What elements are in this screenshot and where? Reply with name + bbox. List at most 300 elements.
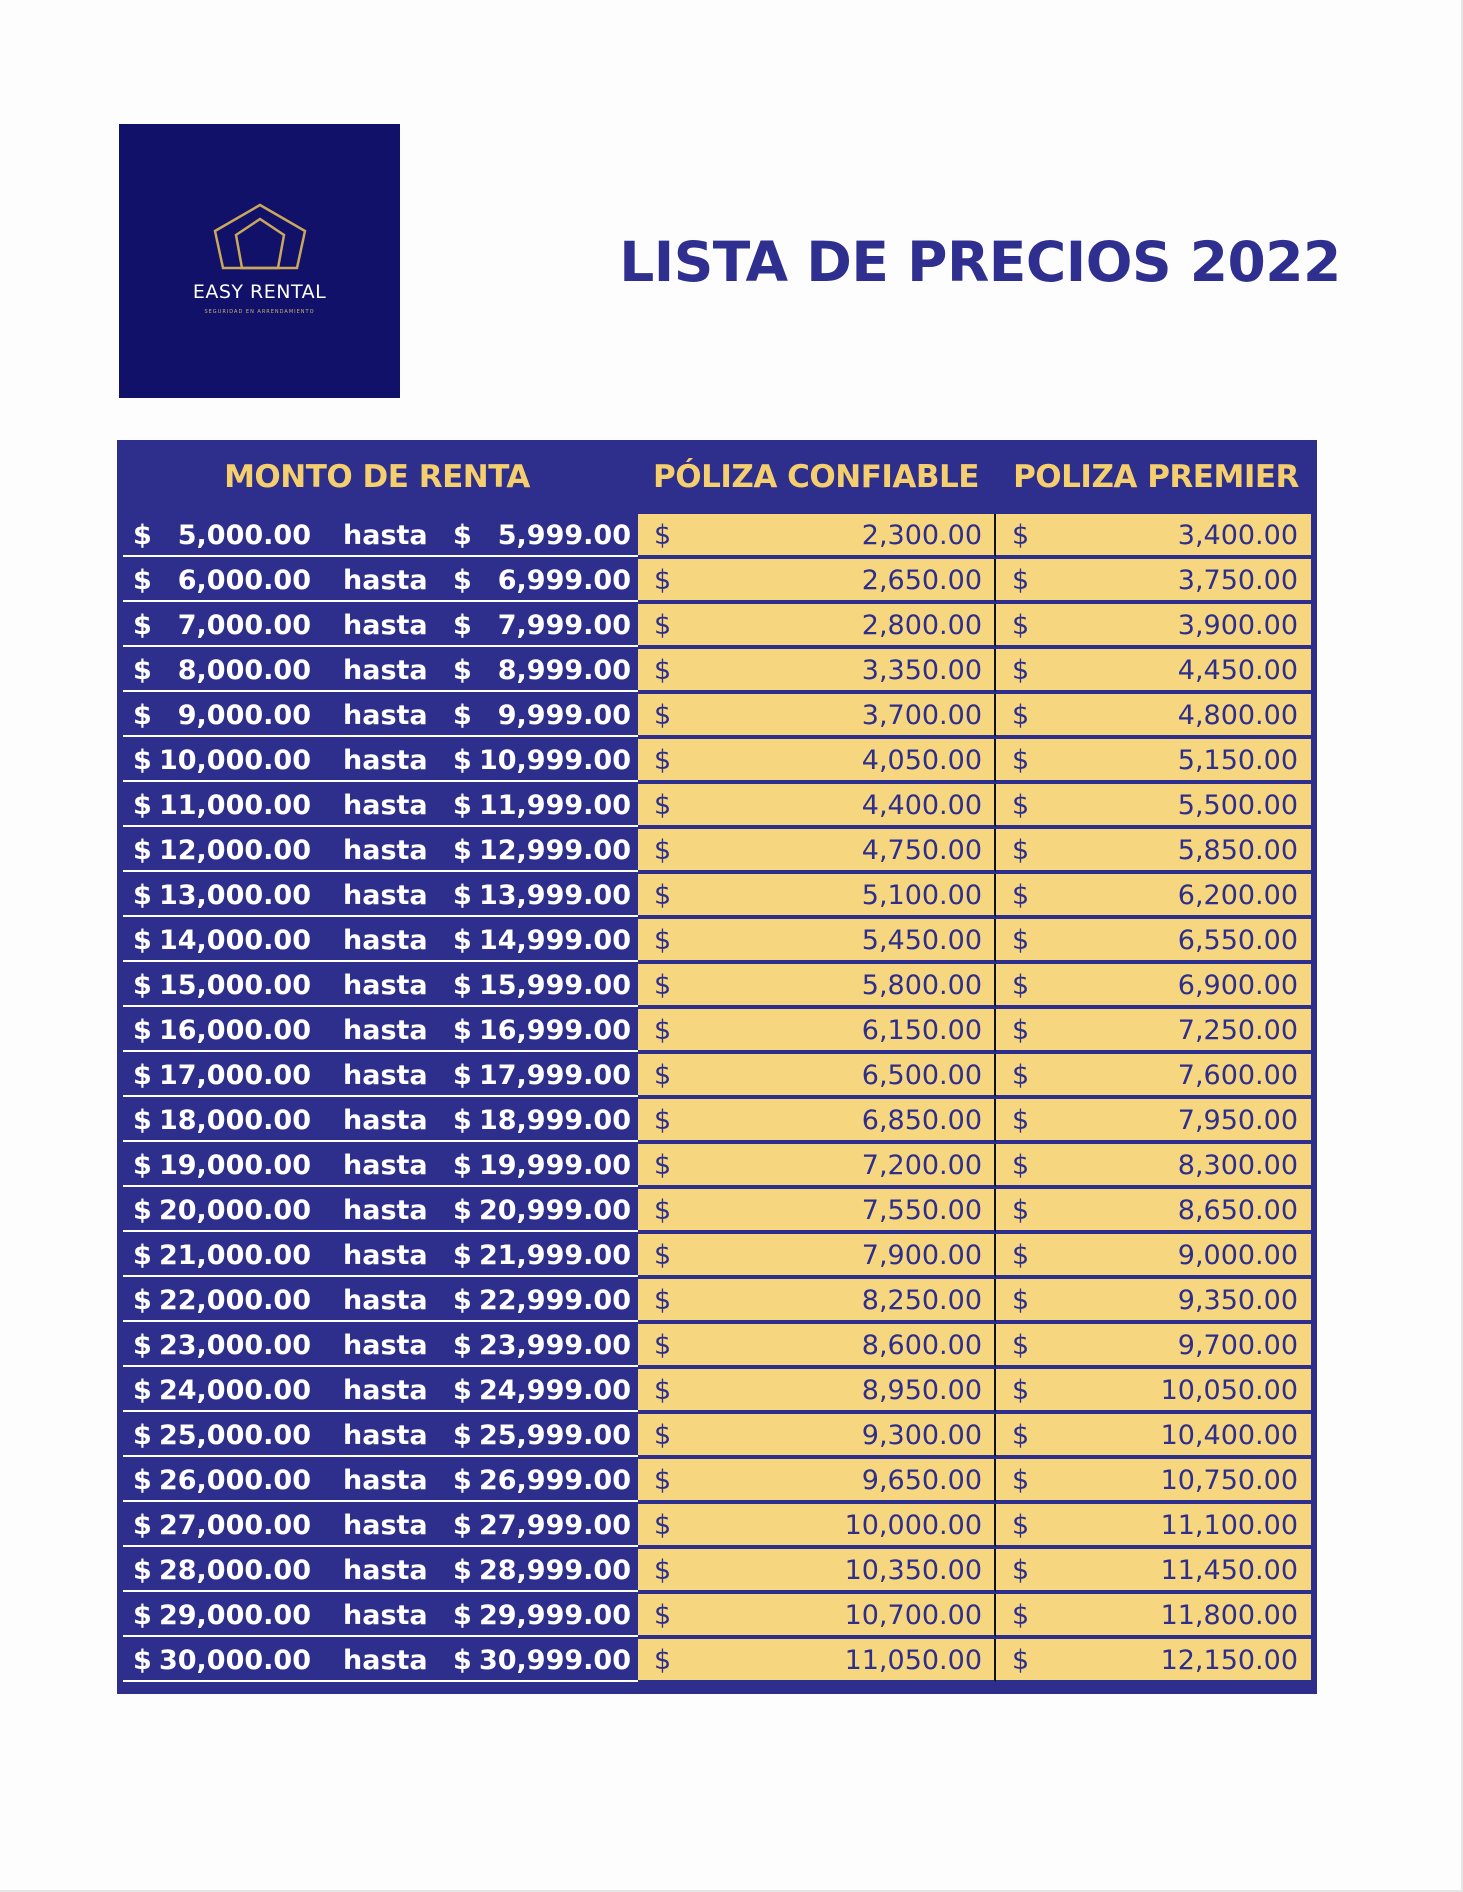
rent-to: 9,999.00 xyxy=(497,700,631,731)
currency-symbol: $ xyxy=(1012,970,1030,1001)
table-row xyxy=(117,1054,1317,1099)
table-row xyxy=(117,1459,1317,1504)
currency-symbol: $ xyxy=(133,1240,152,1271)
poliza-confiable-price: 8,950.00 xyxy=(861,1375,982,1406)
poliza-premier-cell xyxy=(996,559,1311,602)
currency-symbol: $ xyxy=(453,655,472,686)
rent-from: 29,000.00 xyxy=(158,1600,311,1631)
poliza-premier-price: 11,100.00 xyxy=(1160,1510,1298,1541)
poliza-premier-cell xyxy=(996,1144,1311,1187)
currency-symbol: $ xyxy=(133,1150,152,1181)
currency-symbol: $ xyxy=(654,1375,672,1406)
poliza-confiable-cell xyxy=(638,874,996,917)
rent-to: 14,999.00 xyxy=(478,925,631,956)
currency-symbol: $ xyxy=(453,1375,472,1406)
range-separator: hasta xyxy=(343,790,428,821)
poliza-confiable-cell xyxy=(638,1324,996,1367)
rent-to: 26,999.00 xyxy=(478,1465,631,1496)
rent-range-cell xyxy=(123,784,638,827)
currency-symbol: $ xyxy=(453,970,472,1001)
currency-symbol: $ xyxy=(654,1285,672,1316)
currency-symbol: $ xyxy=(1012,700,1030,731)
poliza-confiable-price: 2,800.00 xyxy=(861,610,982,641)
poliza-premier-price: 3,750.00 xyxy=(1177,565,1298,596)
currency-symbol: $ xyxy=(1012,1105,1030,1136)
currency-symbol: $ xyxy=(1012,565,1030,596)
currency-symbol: $ xyxy=(1012,1240,1030,1271)
range-separator: hasta xyxy=(343,1240,428,1271)
currency-symbol: $ xyxy=(654,1195,672,1226)
poliza-confiable-price: 4,750.00 xyxy=(861,835,982,866)
rent-range-cell xyxy=(123,1009,638,1052)
currency-symbol: $ xyxy=(654,700,672,731)
currency-symbol: $ xyxy=(133,1645,152,1676)
poliza-confiable-price: 11,050.00 xyxy=(844,1645,982,1676)
rent-to: 16,999.00 xyxy=(478,1015,631,1046)
table-row xyxy=(117,649,1317,694)
poliza-premier-cell xyxy=(996,1414,1311,1457)
range-separator: hasta xyxy=(343,1195,428,1226)
poliza-premier-price: 5,850.00 xyxy=(1177,835,1298,866)
poliza-confiable-cell xyxy=(638,1279,996,1322)
range-separator: hasta xyxy=(343,1330,428,1361)
range-separator: hasta xyxy=(343,970,428,1001)
rent-range-cell xyxy=(123,1594,638,1637)
poliza-confiable-price: 4,050.00 xyxy=(861,745,982,776)
currency-symbol: $ xyxy=(654,745,672,776)
poliza-confiable-cell xyxy=(638,739,996,782)
range-separator: hasta xyxy=(343,880,428,911)
rent-range-cell xyxy=(123,514,638,557)
poliza-confiable-price: 4,400.00 xyxy=(861,790,982,821)
poliza-confiable-cell xyxy=(638,514,996,557)
currency-symbol: $ xyxy=(133,1330,152,1361)
range-separator: hasta xyxy=(343,925,428,956)
rent-range-cell xyxy=(123,1144,638,1187)
table-row xyxy=(117,604,1317,649)
rent-range-cell xyxy=(123,919,638,962)
rent-to: 24,999.00 xyxy=(478,1375,631,1406)
poliza-confiable-price: 6,150.00 xyxy=(861,1015,982,1046)
table-row xyxy=(117,1234,1317,1279)
rent-from: 28,000.00 xyxy=(158,1555,311,1586)
currency-symbol: $ xyxy=(133,1375,152,1406)
poliza-confiable-price: 9,300.00 xyxy=(861,1420,982,1451)
range-separator: hasta xyxy=(343,520,428,551)
table-row xyxy=(117,1549,1317,1594)
currency-symbol: $ xyxy=(453,1555,472,1586)
currency-symbol: $ xyxy=(453,1015,472,1046)
rent-from: 19,000.00 xyxy=(158,1150,311,1181)
poliza-premier-cell xyxy=(996,1369,1311,1412)
poliza-confiable-cell xyxy=(638,1054,996,1097)
currency-symbol: $ xyxy=(133,745,152,776)
poliza-premier-cell xyxy=(996,1549,1311,1592)
currency-symbol: $ xyxy=(453,835,472,866)
currency-symbol: $ xyxy=(133,1600,152,1631)
poliza-premier-price: 11,450.00 xyxy=(1160,1555,1298,1586)
poliza-confiable-cell xyxy=(638,1144,996,1187)
easy-rental-logo xyxy=(119,124,400,398)
currency-symbol: $ xyxy=(1012,1555,1030,1586)
poliza-confiable-price: 2,650.00 xyxy=(861,565,982,596)
currency-symbol: $ xyxy=(133,520,152,551)
table-row xyxy=(117,1009,1317,1054)
poliza-confiable-cell xyxy=(638,1594,996,1637)
poliza-confiable-price: 9,650.00 xyxy=(861,1465,982,1496)
poliza-confiable-price: 3,350.00 xyxy=(861,655,982,686)
currency-symbol: $ xyxy=(1012,835,1030,866)
currency-symbol: $ xyxy=(453,1600,472,1631)
currency-symbol: $ xyxy=(654,925,672,956)
rent-to: 20,999.00 xyxy=(478,1195,631,1226)
rent-to: 15,999.00 xyxy=(478,970,631,1001)
poliza-confiable-cell xyxy=(638,1459,996,1502)
poliza-confiable-cell xyxy=(638,1189,996,1232)
poliza-confiable-cell xyxy=(638,694,996,737)
currency-symbol: $ xyxy=(453,1240,472,1271)
rent-to: 18,999.00 xyxy=(478,1105,631,1136)
rent-from: 5,000.00 xyxy=(177,520,311,551)
rent-from: 11,000.00 xyxy=(158,790,311,821)
currency-symbol: $ xyxy=(654,1015,672,1046)
rent-from: 16,000.00 xyxy=(158,1015,311,1046)
poliza-premier-price: 7,600.00 xyxy=(1177,1060,1298,1091)
table-row xyxy=(117,739,1317,784)
rent-from: 8,000.00 xyxy=(177,655,311,686)
poliza-premier-price: 9,350.00 xyxy=(1177,1285,1298,1316)
currency-symbol: $ xyxy=(654,1330,672,1361)
poliza-premier-cell xyxy=(996,1459,1311,1502)
page-title: LISTA DE PRECIOS 2022 xyxy=(619,230,1341,294)
rent-from: 23,000.00 xyxy=(158,1330,311,1361)
currency-symbol: $ xyxy=(133,1510,152,1541)
currency-symbol: $ xyxy=(133,1465,152,1496)
currency-symbol: $ xyxy=(1012,1510,1030,1541)
currency-symbol: $ xyxy=(133,880,152,911)
table-row xyxy=(117,1279,1317,1324)
poliza-confiable-price: 10,000.00 xyxy=(844,1510,982,1541)
poliza-premier-price: 12,150.00 xyxy=(1160,1645,1298,1676)
currency-symbol: $ xyxy=(654,1150,672,1181)
range-separator: hasta xyxy=(343,745,428,776)
currency-symbol: $ xyxy=(453,610,472,641)
poliza-premier-cell xyxy=(996,514,1311,557)
rent-range-cell xyxy=(123,874,638,917)
table-row xyxy=(117,1189,1317,1234)
currency-symbol: $ xyxy=(453,1465,472,1496)
poliza-premier-cell xyxy=(996,1324,1311,1367)
poliza-premier-cell xyxy=(996,604,1311,647)
rent-range-cell xyxy=(123,1369,638,1412)
currency-symbol: $ xyxy=(453,880,472,911)
range-separator: hasta xyxy=(343,1510,428,1541)
currency-symbol: $ xyxy=(1012,655,1030,686)
rent-to: 10,999.00 xyxy=(478,745,631,776)
currency-symbol: $ xyxy=(1012,1150,1030,1181)
rent-to: 8,999.00 xyxy=(497,655,631,686)
poliza-confiable-price: 10,700.00 xyxy=(844,1600,982,1631)
rent-from: 6,000.00 xyxy=(177,565,311,596)
range-separator: hasta xyxy=(343,1375,428,1406)
currency-symbol: $ xyxy=(654,1600,672,1631)
currency-symbol: $ xyxy=(133,1555,152,1586)
currency-symbol: $ xyxy=(1012,1645,1030,1676)
currency-symbol: $ xyxy=(453,745,472,776)
table-row xyxy=(117,514,1317,559)
rent-range-cell xyxy=(123,1189,638,1232)
currency-symbol: $ xyxy=(1012,1330,1030,1361)
poliza-premier-cell xyxy=(996,829,1311,872)
poliza-confiable-price: 2,300.00 xyxy=(861,520,982,551)
rent-to: 21,999.00 xyxy=(478,1240,631,1271)
currency-symbol: $ xyxy=(654,1240,672,1271)
logo-tagline: SEGURIDAD EN ARRENDAMIENTO xyxy=(204,309,315,315)
poliza-confiable-cell xyxy=(638,1099,996,1142)
range-separator: hasta xyxy=(343,1420,428,1451)
rent-from: 7,000.00 xyxy=(177,610,311,641)
currency-symbol: $ xyxy=(453,700,472,731)
currency-symbol: $ xyxy=(453,1645,472,1676)
poliza-premier-cell xyxy=(996,1234,1311,1277)
currency-symbol: $ xyxy=(133,835,152,866)
poliza-confiable-price: 5,450.00 xyxy=(861,925,982,956)
currency-symbol: $ xyxy=(1012,1375,1030,1406)
currency-symbol: $ xyxy=(133,700,152,731)
rent-to: 22,999.00 xyxy=(478,1285,631,1316)
rent-from: 20,000.00 xyxy=(158,1195,311,1226)
poliza-confiable-cell xyxy=(638,1234,996,1277)
rent-to: 23,999.00 xyxy=(478,1330,631,1361)
poliza-premier-price: 8,300.00 xyxy=(1177,1150,1298,1181)
rent-to: 12,999.00 xyxy=(478,835,631,866)
poliza-premier-price: 5,500.00 xyxy=(1177,790,1298,821)
currency-symbol: $ xyxy=(1012,790,1030,821)
currency-symbol: $ xyxy=(453,520,472,551)
currency-symbol: $ xyxy=(1012,1015,1030,1046)
range-separator: hasta xyxy=(343,700,428,731)
currency-symbol: $ xyxy=(133,610,152,641)
currency-symbol: $ xyxy=(133,1105,152,1136)
rent-from: 21,000.00 xyxy=(158,1240,311,1271)
rent-from: 12,000.00 xyxy=(158,835,311,866)
table-row xyxy=(117,1099,1317,1144)
currency-symbol: $ xyxy=(1012,610,1030,641)
currency-symbol: $ xyxy=(453,1285,472,1316)
currency-symbol: $ xyxy=(1012,1420,1030,1451)
poliza-confiable-price: 7,550.00 xyxy=(861,1195,982,1226)
rent-to: 11,999.00 xyxy=(478,790,631,821)
logo-name: EASY RENTAL xyxy=(192,281,327,303)
range-separator: hasta xyxy=(343,1465,428,1496)
rent-to: 6,999.00 xyxy=(497,565,631,596)
rent-to: 30,999.00 xyxy=(478,1645,631,1676)
table-row xyxy=(117,1414,1317,1459)
range-separator: hasta xyxy=(343,1060,428,1091)
currency-symbol: $ xyxy=(654,1105,672,1136)
poliza-premier-price: 10,050.00 xyxy=(1160,1375,1298,1406)
poliza-premier-price: 4,800.00 xyxy=(1177,700,1298,731)
poliza-premier-price: 10,750.00 xyxy=(1160,1465,1298,1496)
rent-to: 7,999.00 xyxy=(497,610,631,641)
rent-to: 5,999.00 xyxy=(497,520,631,551)
range-separator: hasta xyxy=(343,1150,428,1181)
house-outline-icon xyxy=(119,124,400,398)
rent-range-cell xyxy=(123,604,638,647)
poliza-confiable-price: 5,800.00 xyxy=(861,970,982,1001)
currency-symbol: $ xyxy=(133,925,152,956)
range-separator: hasta xyxy=(343,1555,428,1586)
rent-range-cell xyxy=(123,649,638,692)
currency-symbol: $ xyxy=(1012,1285,1030,1316)
table-row xyxy=(117,784,1317,829)
currency-symbol: $ xyxy=(1012,1060,1030,1091)
poliza-premier-cell xyxy=(996,784,1311,827)
rent-from: 22,000.00 xyxy=(158,1285,311,1316)
rent-from: 17,000.00 xyxy=(158,1060,311,1091)
poliza-premier-cell xyxy=(996,1594,1311,1637)
rent-range-cell xyxy=(123,1504,638,1547)
poliza-confiable-cell xyxy=(638,919,996,962)
currency-symbol: $ xyxy=(453,1105,472,1136)
poliza-confiable-price: 7,200.00 xyxy=(861,1150,982,1181)
poliza-confiable-price: 5,100.00 xyxy=(861,880,982,911)
rent-range-cell xyxy=(123,1054,638,1097)
poliza-premier-price: 4,450.00 xyxy=(1177,655,1298,686)
poliza-premier-price: 6,550.00 xyxy=(1177,925,1298,956)
rent-from: 13,000.00 xyxy=(158,880,311,911)
currency-symbol: $ xyxy=(654,1465,672,1496)
currency-symbol: $ xyxy=(654,655,672,686)
poliza-premier-cell xyxy=(996,919,1311,962)
poliza-premier-cell xyxy=(996,1639,1311,1682)
currency-symbol: $ xyxy=(133,790,152,821)
currency-symbol: $ xyxy=(133,1060,152,1091)
currency-symbol: $ xyxy=(654,1645,672,1676)
table-row xyxy=(117,1144,1317,1189)
range-separator: hasta xyxy=(343,1645,428,1676)
currency-symbol: $ xyxy=(453,1195,472,1226)
poliza-premier-cell xyxy=(996,1189,1311,1232)
poliza-confiable-cell xyxy=(638,829,996,872)
table-row xyxy=(117,1324,1317,1369)
range-separator: hasta xyxy=(343,565,428,596)
range-separator: hasta xyxy=(343,1105,428,1136)
rent-range-cell xyxy=(123,1414,638,1457)
poliza-premier-price: 8,650.00 xyxy=(1177,1195,1298,1226)
currency-symbol: $ xyxy=(1012,1465,1030,1496)
table-row xyxy=(117,1504,1317,1549)
rent-range-cell xyxy=(123,739,638,782)
poliza-premier-price: 9,700.00 xyxy=(1177,1330,1298,1361)
poliza-premier-cell xyxy=(996,649,1311,692)
table-row xyxy=(117,874,1317,919)
poliza-confiable-price: 3,700.00 xyxy=(861,700,982,731)
currency-symbol: $ xyxy=(453,1420,472,1451)
poliza-premier-cell xyxy=(996,1009,1311,1052)
poliza-confiable-cell xyxy=(638,1009,996,1052)
poliza-confiable-cell xyxy=(638,1369,996,1412)
currency-symbol: $ xyxy=(1012,745,1030,776)
rent-from: 27,000.00 xyxy=(158,1510,311,1541)
rent-to: 19,999.00 xyxy=(478,1150,631,1181)
poliza-premier-price: 10,400.00 xyxy=(1160,1420,1298,1451)
currency-symbol: $ xyxy=(1012,1600,1030,1631)
poliza-confiable-price: 6,850.00 xyxy=(861,1105,982,1136)
poliza-confiable-cell xyxy=(638,964,996,1007)
poliza-premier-cell xyxy=(996,739,1311,782)
currency-symbol: $ xyxy=(654,610,672,641)
currency-symbol: $ xyxy=(133,1015,152,1046)
currency-symbol: $ xyxy=(654,835,672,866)
table-row xyxy=(117,559,1317,604)
poliza-premier-price: 11,800.00 xyxy=(1160,1600,1298,1631)
rent-from: 9,000.00 xyxy=(177,700,311,731)
table-row xyxy=(117,1369,1317,1414)
rent-range-cell xyxy=(123,829,638,872)
price-table-body xyxy=(117,514,1317,1684)
currency-symbol: $ xyxy=(133,1285,152,1316)
poliza-premier-cell xyxy=(996,874,1311,917)
rent-range-cell xyxy=(123,1549,638,1592)
rent-range-cell xyxy=(123,694,638,737)
rent-range-cell xyxy=(123,1459,638,1502)
currency-symbol: $ xyxy=(1012,520,1030,551)
range-separator: hasta xyxy=(343,1285,428,1316)
range-separator: hasta xyxy=(343,835,428,866)
currency-symbol: $ xyxy=(453,1510,472,1541)
currency-symbol: $ xyxy=(654,880,672,911)
currency-symbol: $ xyxy=(453,1060,472,1091)
poliza-confiable-cell xyxy=(638,559,996,602)
currency-symbol: $ xyxy=(453,790,472,821)
poliza-premier-price: 3,900.00 xyxy=(1177,610,1298,641)
poliza-premier-cell xyxy=(996,1099,1311,1142)
poliza-confiable-price: 7,900.00 xyxy=(861,1240,982,1271)
currency-symbol: $ xyxy=(1012,880,1030,911)
rent-range-cell xyxy=(123,964,638,1007)
poliza-premier-cell xyxy=(996,1504,1311,1547)
poliza-confiable-cell xyxy=(638,604,996,647)
header-monto-de-renta: MONTO DE RENTA xyxy=(224,459,530,495)
poliza-premier-cell xyxy=(996,964,1311,1007)
currency-symbol: $ xyxy=(133,655,152,686)
rent-from: 10,000.00 xyxy=(158,745,311,776)
table-row xyxy=(117,919,1317,964)
table-row xyxy=(117,694,1317,739)
rent-range-cell xyxy=(123,1279,638,1322)
currency-symbol: $ xyxy=(654,970,672,1001)
rent-from: 25,000.00 xyxy=(158,1420,311,1451)
poliza-premier-price: 5,150.00 xyxy=(1177,745,1298,776)
poliza-confiable-price: 6,500.00 xyxy=(861,1060,982,1091)
rent-range-cell xyxy=(123,1234,638,1277)
poliza-premier-price: 7,950.00 xyxy=(1177,1105,1298,1136)
currency-symbol: $ xyxy=(654,565,672,596)
currency-symbol: $ xyxy=(133,1195,152,1226)
rent-from: 15,000.00 xyxy=(158,970,311,1001)
range-separator: hasta xyxy=(343,1600,428,1631)
poliza-confiable-cell xyxy=(638,649,996,692)
poliza-confiable-price: 8,600.00 xyxy=(861,1330,982,1361)
table-row xyxy=(117,1639,1317,1684)
rent-from: 24,000.00 xyxy=(158,1375,311,1406)
currency-symbol: $ xyxy=(133,970,152,1001)
currency-symbol: $ xyxy=(453,565,472,596)
table-row xyxy=(117,964,1317,1009)
poliza-premier-price: 7,250.00 xyxy=(1177,1015,1298,1046)
currency-symbol: $ xyxy=(133,1420,152,1451)
